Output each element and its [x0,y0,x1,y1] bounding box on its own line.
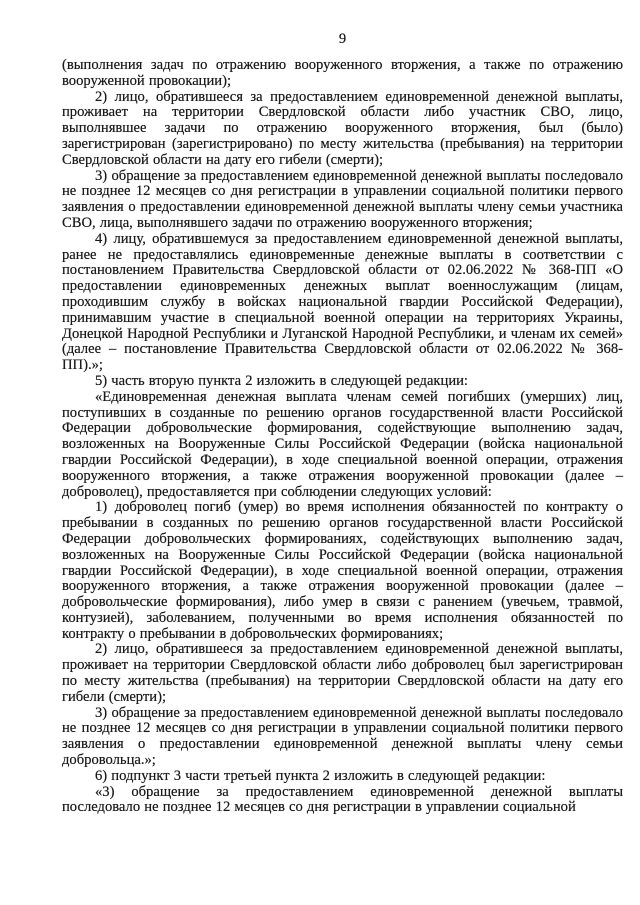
document-body [62,58,623,816]
paragraph: 1) доброволец погиб (умер) во время исполнения обязанностей по контракту о пребывании в созданных по решению органов государственной власти Российской Федерации добровольческих формированиях, содействующих выполнению задач, возложенных на Вооруженные Силы Российской Федерации (войска национальной гвардии Российской Федерации), в ходе специальной военной операции, отражения вооруженного вторжения, а также отражения вооруженной провокации (далее – добровольческие формирования), либо умер в связи с ранением (увечьем, травмой, контузией), заболеванием, полученными во время исполнения обязанностей по контракту о пребывании в добровольческих формированиях; [62,499,623,642]
paragraph: 2) лицо, обратившееся за предоставлением единовременной денежной выплаты, проживает на территории Свердловской области либо участник СВО, лицо, выполнявшее задачи по отражению вооруженного вторжения, был (было) зарегистрирован (зарегистрировано) по месту жительства (пребывания) на территории Свердловской области на дату его гибели (смерти); [62,88,623,168]
paragraph: 6) подпункт 3 части третьей пункта 2 изложить в следующей редакции: [95,767,546,784]
paragraph: «Единовременная денежная выплата членам семей погибших (умерших) лиц, поступивших в созданные по решению органов государственной власти Российской Федерации добровольческие формирования, содействующие выполнению задач, возложенных на Вооруженные Силы Российской Федерации (войска национальной гвардии Российской Федерации), в ходе специальной военной операции, отражения вооруженного вторжения, а также отражения вооруженной провокации (далее – доброволец), предоставляется при соблюдении следующих условий: [62,388,623,500]
paragraph: 2) лицо, обратившееся за предоставлением единовременной денежной выплаты, проживает на территории Свердловской области либо доброволец был зарегистрирован по месту жительства (пребывания) на территории Свердловской области на дату его гибели (смерти); [62,641,623,705]
paragraph: 5) часть вторую пункта 2 изложить в следующей редакции: [95,372,468,389]
paragraph: 3) обращение за предоставлением единовременной денежной выплаты последовало не позднее 12 месяцев со дня регистрации в управлении социальной политики первого заявления о предоставлении единовременной денежной выплаты члену семьи добровольца.»; [62,704,623,769]
page-number: 9 [338,31,347,47]
paragraph: 3) обращение за предоставлением единовременной денежной выплаты последовало не позднее 12 месяцев со дня регистрации в управлении социальной политики первого заявления о предоставлении единовременной денежной выплаты члену семьи участника СВО, лица, выполнявшего задачи по отражению вооруженного вторжения; [62,167,623,231]
paragraph: «3) обращение за предоставлением единовременной денежной выплаты последовало не позднее 12 месяцев со дня регистрации в управлении социальной [62,783,623,816]
paragraph: (выполнения задач по отражению вооруженного вторжения, а также по отражению вооруженной провокации); [62,57,623,89]
paragraph: 4) лицу, обратившемуся за предоставлением единовременной денежной выплаты, ранее не предоставлялись единовременные денежные выплаты в соответствии с постановлением Правительства Свердловской области от 02.06.2022 № 368-ПП «О предоставлении единовременных денежных выплат военнослужащим (лицам, проходившим службу в войсках национальной гвардии Российской Федерации), принимавшим участие в специальной военной операции на территориях Украины, Донецкой Народной Республики и Луганской Народной Республики, и членам их семей» (далее – постановление Правительства Свердловской области от 02.06.2022 № 368-ПП).»; [62,230,623,374]
